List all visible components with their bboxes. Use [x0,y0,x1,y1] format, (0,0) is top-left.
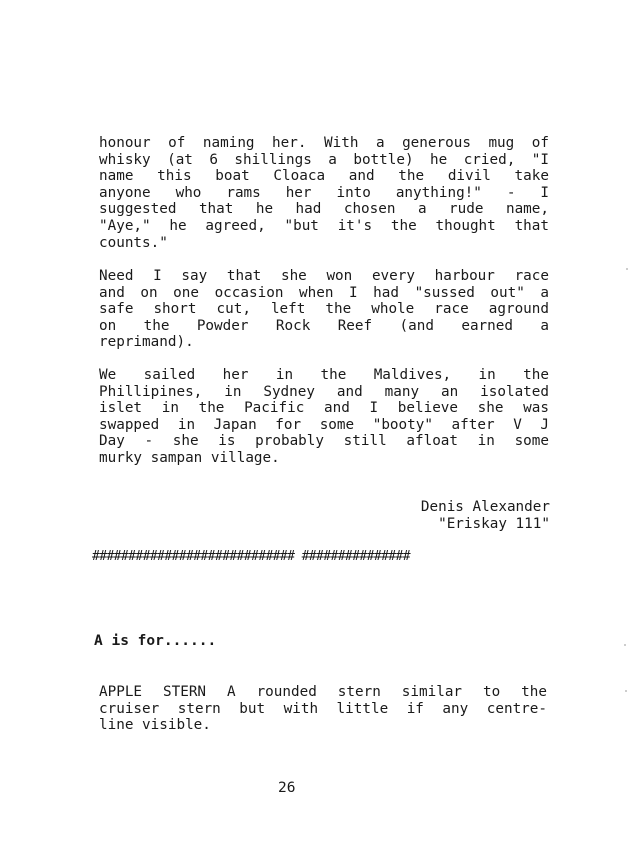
text-line: Need I say that she won every harbour race [99,268,549,284]
paragraph-naming-story [99,135,549,251]
signature-block [390,499,550,533]
section-heading: A is for...... [94,633,217,649]
text-line: name this boat Cloaca and the divil take [99,168,549,185]
glossary-entry-apple-stern [99,684,547,734]
text-line: We sailed her in the Maldives, in the [99,367,549,383]
text-line: and on one occasion when I had "sussed out" a [99,284,549,301]
text-line: APPLE STERN A rounded stern similar to the [99,684,547,700]
scan-speck [625,690,627,692]
boat-name: "Eriskay 111" [438,516,550,532]
text-line: on the Powder Rock Reef (and earned a [99,317,549,334]
scan-speck [624,644,626,646]
author-name: Denis Alexander [420,499,550,515]
text-line: Day - she is probably still afloat in some [99,433,549,450]
text-line: reprimand). [99,334,194,351]
paragraph-harbour-race [99,268,549,351]
text-line: "Aye," he agreed, "but it's the thought that [99,217,549,234]
paragraph-voyages [99,367,549,467]
text-line: murky sampan village. [99,449,280,466]
separator-line: ############################ ############### [92,549,410,564]
text-line: safe short cut, left the whole race aground [99,301,549,318]
text-line: cruiser stern but with little if any centre- [99,700,547,717]
text-line: counts." [99,234,168,251]
text-line: line visible. [99,717,211,734]
text-line: anyone who rams her into anything!" - I [99,184,549,201]
page-number: 26 [278,780,296,796]
text-line: honour of naming her. With a generous mug of [99,135,549,151]
text-line: islet in the Pacific and I believe she was [99,400,549,417]
scan-speck [626,268,628,270]
text-line: suggested that he had chosen a rude name, [99,201,549,218]
text-line: swapped in Japan for some "booty" after V J [99,416,549,433]
text-line: whisky (at 6 shillings a bottle) he cried, "I [99,151,549,168]
text-line: Phillipines, in Sydney and many an isolated [99,383,549,400]
